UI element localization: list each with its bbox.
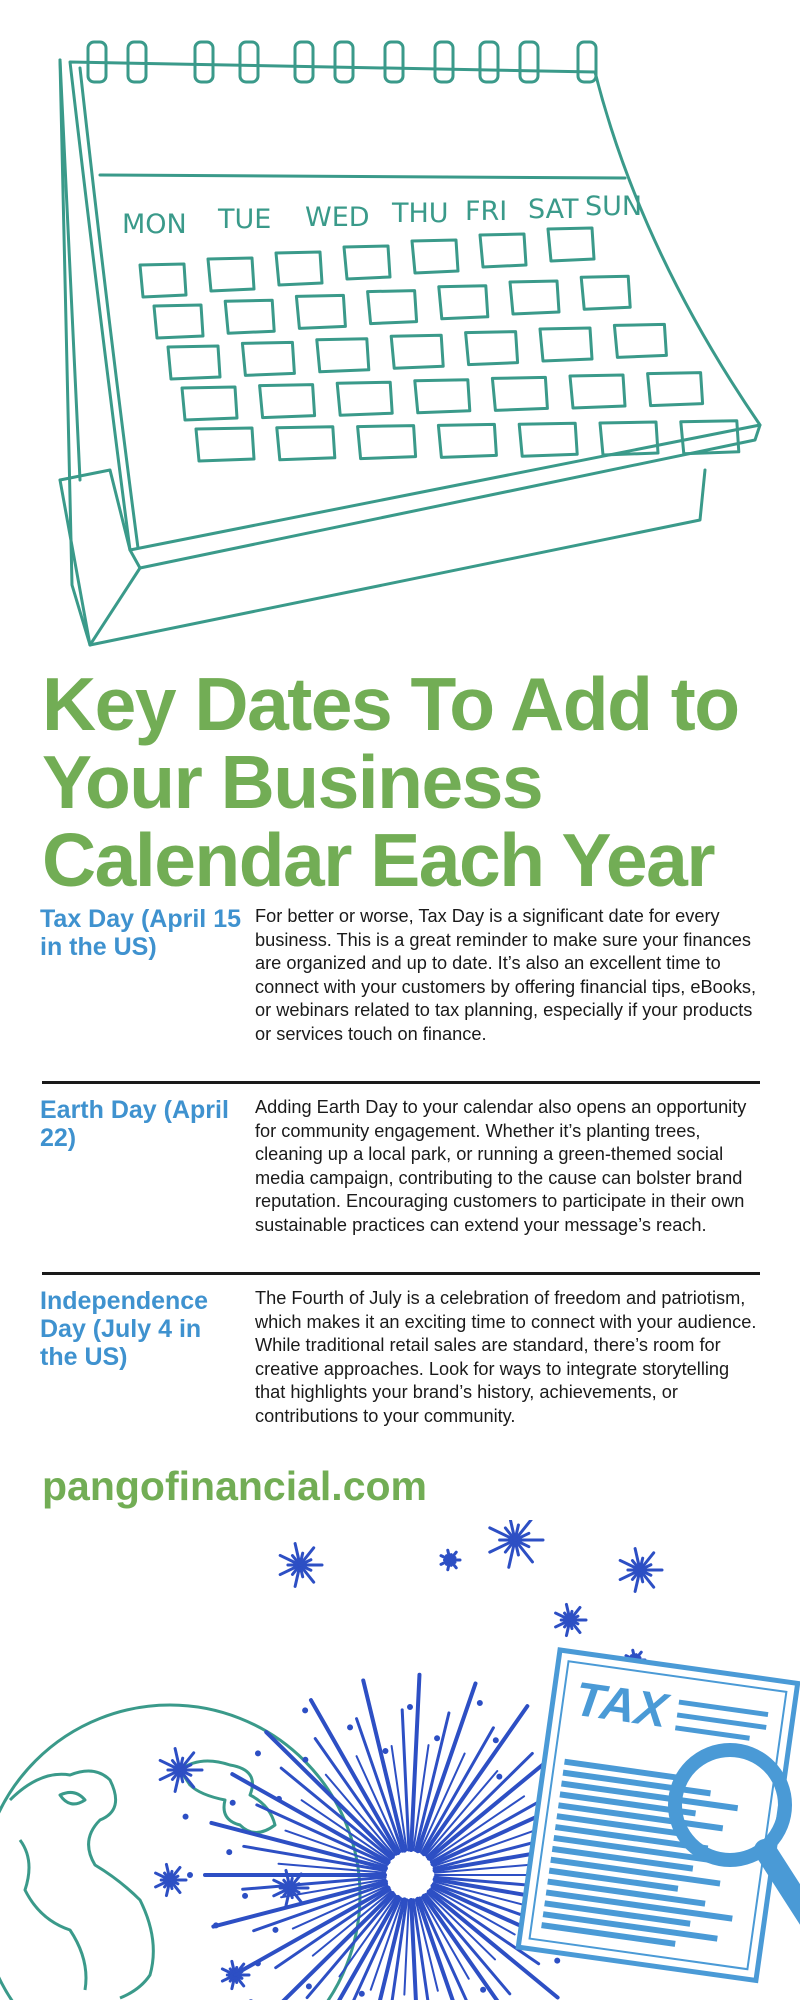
firework-ray [426,1895,510,1994]
firework-spark [273,1927,278,1932]
firework-spark [435,1736,440,1741]
calendar-day-cell [570,375,625,408]
bottom-illustration [0,1520,800,2000]
calendar-day-cell [466,332,518,365]
firework-spark [188,1873,193,1878]
calendar-day-cell [344,246,390,279]
calendar-day-cell [337,382,392,415]
firework-spark [348,1725,353,1730]
calendar-day-cell [368,291,417,324]
calendar-day-cell [548,228,594,261]
calendar-day-cell [480,234,526,267]
calendar-day-cell [438,424,496,457]
firework-spark [306,1984,311,1989]
calendar-day-label: SAT [528,194,579,225]
firework-burst [160,1749,202,1792]
section-label: Earth Day (April 22) [40,1096,229,1152]
firework-burst [556,1604,586,1635]
calendar-day-cell [391,335,443,368]
firework-spark [481,1987,486,1992]
binding-ring [195,42,213,82]
firework-spark [255,1751,260,1756]
page-title: Key Dates To Add to Your Business Calendar Each Year [42,662,739,902]
binding-ring [435,42,453,82]
calendar-day-cell [439,286,488,319]
firework-spark [213,1923,218,1928]
calendar-day-cell [510,281,559,314]
firework-spark [408,1705,413,1710]
section-body: Adding Earth Day to your calendar also opens an opportunity for community engagement. Whether it’s planting trees, cleaning up a local park, or running a green-themed social media campaign, contributing to the cause can bolster brand reputation. Encouraging customers to participate in their own sustainable practices can extend your message’s reach. [255,1097,747,1235]
firework-spark [493,1738,498,1743]
calendar-day-label: THU [392,198,449,229]
firework-spark [383,1748,388,1753]
calendar-day-cell [168,346,220,379]
firework-spark [303,1757,308,1762]
firework-ray [270,1893,392,2000]
calendar-day-cell [196,428,254,461]
firework-ray [416,1713,449,1851]
binding-ring [578,42,596,82]
calendar-day-cell [208,258,254,291]
calendar-day-cell [415,380,470,413]
firework-spark [255,1961,260,1966]
calendar-day-cell [317,339,369,372]
calendar-day-cell [581,276,630,309]
calendar-icon [0,0,800,660]
section-body: The Fourth of July is a celebration of freedom and patriotism, which makes it an exciting time to connect with your audience. While traditional retail sales are standard, there’s room for creative approaches. Look for ways to integrate storytelling that highlights your brand’s history, achievements, or contributions to your community. [255,1288,757,1426]
calendar-day-cell [648,373,703,406]
calendar-day-cell [242,342,294,375]
binding-ring [240,42,258,82]
firework-spark [276,1796,281,1801]
section-divider [42,1272,760,1275]
calendar-day-label: WED [305,202,370,233]
calendar-day-cell [276,252,322,285]
calendar-day-cell [277,427,335,460]
calendar-day-label: SUN [585,191,643,222]
binding-ring [480,42,498,82]
calendar-day-cell [140,264,186,297]
binding-ring [295,42,313,82]
firework-burst [441,1550,460,1569]
binding-ring [335,42,353,82]
website-link[interactable]: pangofinancial.com [42,1463,427,1509]
firework-ray [424,1706,528,1854]
section-body: For better or worse, Tax Day is a significant date for every business. This is a great reminder to make sure your finances are organized and up to date. It’s also an excellent time to connect with your customers by offering financial tips, eBooks, or webinars related to tax planning, especially if your products or services touch on finance. [255,906,757,1044]
binding-ring [520,42,538,82]
calendar-day-cell [540,328,592,361]
firework-spark [555,1958,560,1963]
calendar-day-cell [182,387,237,420]
calendar-day-label: FRI [465,196,508,227]
firework-spark [477,1701,482,1706]
section-label: Tax Day (April 15 in the US) [40,905,242,961]
firework-spark [497,1774,502,1779]
tax-label: TAX [571,1672,671,1739]
firework-spark [359,1991,364,1996]
calendar-day-cell [296,295,345,328]
firework-spark [183,1814,188,1819]
tax-document-icon [518,1650,797,1980]
calendar-day-cell [225,300,274,333]
firework-spark [227,1850,232,1855]
firework-spark [303,1708,308,1713]
section-label: Independence Day (July 4 in the US) [40,1287,209,1371]
firework-burst [620,1549,662,1592]
calendar-day-label: TUE [218,204,272,235]
firework-burst [280,1544,322,1587]
globe-icon [0,1705,360,2000]
calendar-day-cell [154,305,203,338]
firework-spark [230,1800,235,1805]
firework-burst [222,1961,249,1988]
firework-spark [243,1893,248,1898]
calendar-day-label: MON [122,209,187,240]
binding-ring [385,42,403,82]
calendar-day-cell [519,423,577,456]
calendar-day-cell [492,377,547,410]
calendar-day-cell [358,426,416,459]
calendar-day-cell [412,240,458,273]
calendar-day-cell [260,385,315,418]
section-divider [42,1081,760,1084]
firework-burst [490,1520,543,1567]
firework-ray [411,1675,419,1850]
firework-burst [156,1864,186,1895]
calendar-day-cell [614,324,666,357]
